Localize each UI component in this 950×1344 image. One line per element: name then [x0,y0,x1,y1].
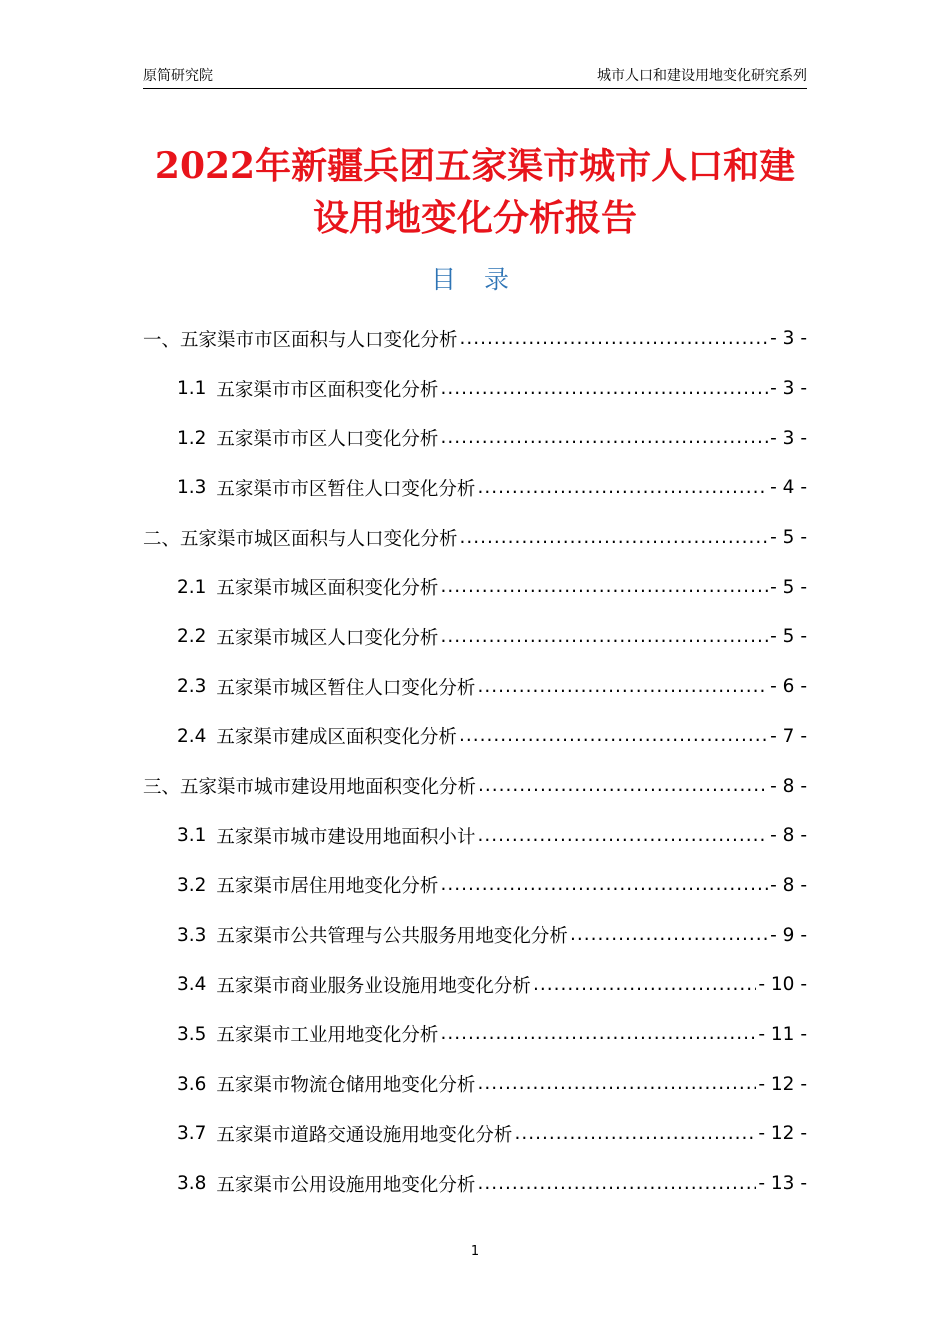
toc-entry-title: 五家渠市公用设施用地变化分析 [216,1174,476,1196]
toc-dot-leader [477,825,768,847]
toc-entry-title: 五家渠市城区面积变化分析 [216,578,439,600]
toc-entry[interactable] [143,314,807,364]
toc-entry[interactable] [143,761,807,811]
toc-entry-title: 三、五家渠市城市建设用地面积变化分析 [143,777,477,799]
toc-dot-leader [440,576,768,598]
toc-heading: 目 录 [431,265,519,294]
toc-entry-page: - 8 - [770,775,807,797]
page-header [143,64,807,89]
toc-entry-number: 3.1 [177,825,207,847]
toc-entry-title: 五家渠市公共管理与公共服务用地变化分析 [216,926,568,948]
toc-entry-page: - 13 - [758,1173,807,1195]
toc-entry-title: 五家渠市居住用地变化分析 [216,876,439,898]
toc-entry-title: 五家渠市道路交通设施用地变化分析 [216,1124,513,1146]
toc-dot-leader [477,477,768,499]
toc-entry-number: 3.2 [177,874,207,896]
toc-entry-number: 3.5 [177,1023,207,1045]
document-title [100,140,850,244]
toc-entry-title: 二、五家渠市城区面积与人口变化分析 [143,528,458,550]
toc-dot-leader [478,775,768,797]
toc-entry-page: - 3 - [770,427,807,449]
toc-entry-title: 五家渠市建成区面积变化分析 [216,727,457,749]
toc-entry[interactable] [143,562,807,612]
toc-entry-page: - 8 - [770,874,807,896]
toc-entry-number: 1.1 [177,378,207,400]
toc-entry[interactable] [143,612,807,662]
toc-entry-page: - 9 - [770,924,807,946]
toc-dot-leader [440,427,768,449]
toc-entry[interactable] [143,413,807,463]
toc-entry-number: 3.3 [177,924,207,946]
toc-entry-page: - 5 - [770,626,807,648]
toc-dot-leader [477,676,768,698]
toc-entry-title: 五家渠市城区人口变化分析 [216,627,439,649]
toc-entry-page: - 4 - [770,477,807,499]
toc-entry[interactable] [143,712,807,762]
toc-entry-title: 五家渠市市区人口变化分析 [216,429,439,451]
toc-entry-page: - 5 - [770,576,807,598]
toc-entry-number: 1.3 [177,477,207,499]
title-line-1: 2022年新疆兵团五家渠市城市人口和建 [154,145,796,187]
toc-entry-number: 2.2 [177,626,207,648]
toc-entry[interactable] [143,1059,807,1109]
toc-entry-page: - 11 - [758,1023,807,1045]
toc-entry[interactable] [143,1109,807,1159]
toc-entry-title: 五家渠市商业服务业设施用地变化分析 [216,975,531,997]
toc-entry-number: 3.4 [177,974,207,996]
toc-entry[interactable] [143,811,807,861]
toc-entry-page: - 12 - [758,1123,807,1145]
toc-entry[interactable] [143,910,807,960]
toc-entry[interactable] [143,662,807,712]
toc-entry-page: - 10 - [758,974,807,996]
header-publisher: 原简研究院 [143,68,213,84]
toc-entry-page: - 8 - [770,825,807,847]
toc-dot-leader [533,974,756,996]
toc-entry-page: - 5 - [770,527,807,549]
toc-entry-page: - 12 - [758,1073,807,1095]
toc-entry-number: 2.4 [177,725,207,747]
toc-entry-page: - 6 - [770,676,807,698]
toc-dot-leader [477,1173,756,1195]
toc-entry-page: - 3 - [770,328,807,350]
toc-entry[interactable] [143,513,807,563]
toc-entry[interactable] [143,960,807,1010]
toc-entry[interactable] [143,1010,807,1060]
toc-dot-leader [460,328,769,350]
toc-dot-leader [570,924,768,946]
toc-entry-number: 3.8 [177,1173,207,1195]
toc-dot-leader [440,874,768,896]
toc-dot-leader [460,527,769,549]
toc-entry-number: 3.6 [177,1073,207,1095]
toc-entry-title: 五家渠市城区暂住人口变化分析 [216,677,476,699]
toc-entry-title: 五家渠市市区暂住人口变化分析 [216,478,476,500]
toc-dot-leader [459,725,768,747]
toc-entry-title: 五家渠市市区面积变化分析 [216,379,439,401]
toc-entry-title: 一、五家渠市市区面积与人口变化分析 [143,329,458,351]
toc-entry-title: 五家渠市城市建设用地面积小计 [216,826,476,848]
toc-dot-leader [440,378,768,400]
toc-entry-number: 2.3 [177,676,207,698]
toc-entry-title: 五家渠市物流仓储用地变化分析 [216,1075,476,1097]
title-line-2: 设用地变化分析报告 [312,197,637,239]
toc-entry-title: 五家渠市工业用地变化分析 [216,1025,439,1047]
table-of-contents [143,314,807,1208]
toc-entry-number: 1.2 [177,427,207,449]
toc-entry-page: - 7 - [770,725,807,747]
toc-dot-leader [440,626,768,648]
toc-entry-number: 3.7 [177,1123,207,1145]
toc-entry-page: - 3 - [770,378,807,400]
toc-entry[interactable] [143,463,807,513]
toc-entry[interactable] [143,364,807,414]
toc-dot-leader [440,1023,756,1045]
header-series: 城市人口和建设用地变化研究系列 [597,68,807,84]
toc-entry[interactable] [143,861,807,911]
page-number: 1 [470,1244,480,1259]
toc-dot-leader [514,1123,756,1145]
toc-dot-leader [477,1073,756,1095]
toc-entry-number: 2.1 [177,576,207,598]
toc-entry[interactable] [143,1159,807,1209]
